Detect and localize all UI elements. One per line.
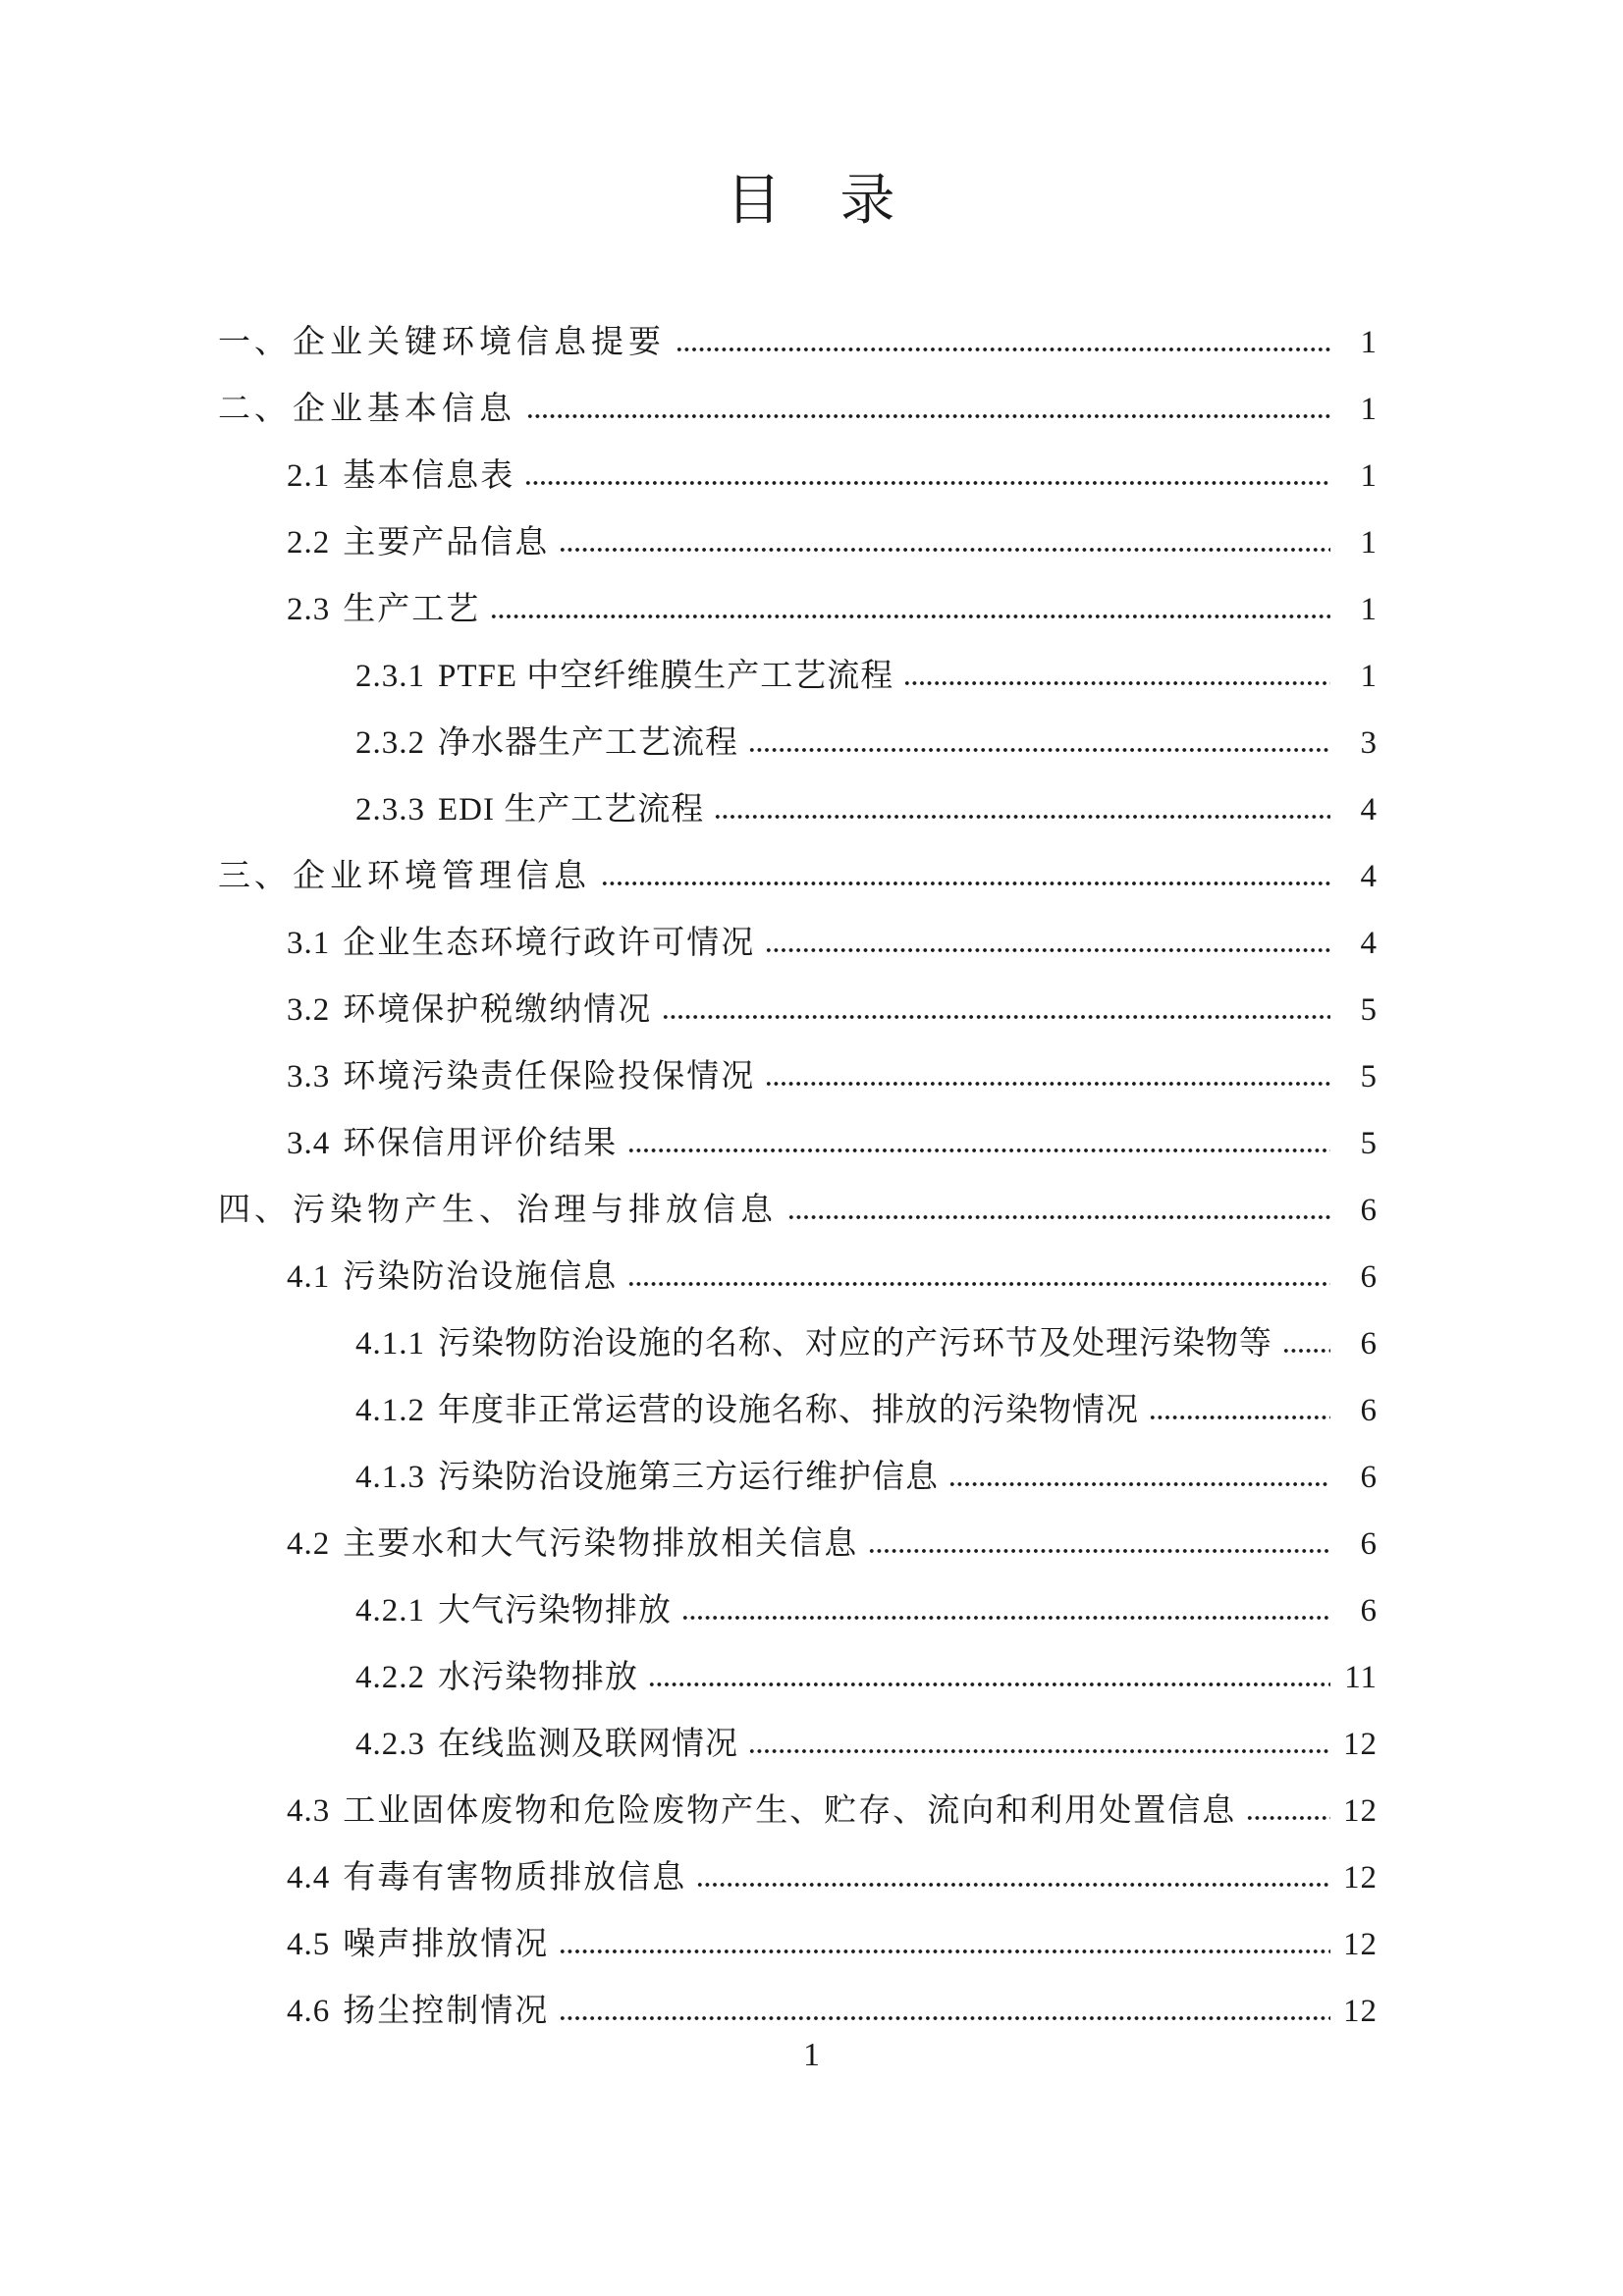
toc-entry-page: 6 — [1360, 1526, 1378, 1562]
toc-entry-label: 污染防治设施信息 — [343, 1259, 619, 1295]
dot-leader — [948, 1442, 1330, 1487]
dot-leader — [601, 841, 1330, 886]
toc-entry — [0, 1509, 1623, 1575]
toc-entry-page: 4 — [1360, 859, 1378, 894]
toc-entry-number: 2.3.3 — [355, 792, 425, 828]
toc-entry — [0, 1041, 1623, 1108]
toc-entry — [0, 1642, 1623, 1709]
toc-entry — [0, 1175, 1623, 1242]
toc-entry-label: 企业环境管理信息 — [293, 859, 591, 894]
toc-entry — [0, 574, 1623, 641]
toc-entry-label: 污染防治设施第三方运行维护信息 — [438, 1460, 939, 1495]
toc-entry-label: 企业生态环境行政许可情况 — [343, 926, 756, 961]
toc-entry-number: 2.1 — [287, 458, 331, 494]
toc-entry-label: 主要产品信息 — [343, 525, 550, 561]
toc-entry-label: 净水器生产工艺流程 — [438, 725, 738, 761]
toc-entry-label: 主要水和大气污染物排放相关信息 — [343, 1526, 859, 1562]
toc-entry-page: 6 — [1360, 1460, 1378, 1495]
toc-entry-number: 3.4 — [287, 1126, 331, 1161]
dot-leader — [490, 574, 1330, 619]
toc-entry-label: 大气污染物排放 — [438, 1593, 672, 1629]
dot-leader — [787, 1175, 1330, 1220]
dot-leader — [903, 641, 1330, 686]
toc-entry — [0, 1242, 1623, 1308]
toc-entry-number: 4.1.2 — [355, 1393, 425, 1428]
dot-leader — [662, 975, 1330, 1020]
toc-entry-label: 基本信息表 — [343, 458, 515, 494]
toc-entry-page: 1 — [1360, 325, 1378, 360]
toc-entry — [0, 908, 1623, 975]
toc-entry-page: 1 — [1360, 525, 1378, 561]
toc-entry-page: 5 — [1360, 1126, 1378, 1161]
toc-entry-label: 在线监测及联网情况 — [438, 1727, 738, 1762]
toc-entry-number: 4.1 — [287, 1259, 331, 1295]
toc-entry-page: 3 — [1360, 725, 1378, 761]
toc-entry-number: 4.4 — [287, 1860, 331, 1896]
page-title: 目 录 — [726, 171, 897, 232]
toc-entry-page: 4 — [1360, 792, 1378, 828]
toc-entry-label: 环境污染责任保险投保情况 — [343, 1059, 756, 1095]
toc-entry-number: 3.1 — [287, 926, 331, 961]
toc-entry — [0, 374, 1623, 441]
toc-entry-page: 4 — [1360, 926, 1378, 961]
toc-entry-number: 4.1.3 — [355, 1460, 425, 1495]
toc-entry — [0, 1108, 1623, 1175]
dot-leader — [1149, 1375, 1330, 1420]
toc-entry-number: 3.2 — [287, 992, 331, 1028]
toc-entry-number: 2.3.2 — [355, 725, 425, 761]
toc-entry — [0, 841, 1623, 908]
toc-entry-page: 1 — [1360, 592, 1378, 627]
toc-entry-number: 2.2 — [287, 525, 331, 561]
dot-leader — [868, 1509, 1330, 1554]
toc-entry-page: 6 — [1360, 1193, 1378, 1228]
dot-leader — [696, 1842, 1330, 1888]
toc-entry — [0, 641, 1623, 708]
toc-entry-number: 4.6 — [287, 1994, 331, 2029]
toc-entry-label: 工业固体废物和危险废物产生、贮存、流向和利用处置信息 — [343, 1793, 1237, 1829]
toc-entry-page: 12 — [1343, 1994, 1378, 2029]
toc-entry-label: PTFE 中空纤维膜生产工艺流程 — [438, 659, 894, 694]
toc-entry — [0, 774, 1623, 841]
toc-entry — [0, 975, 1623, 1041]
toc-entry-number: 4.2.1 — [355, 1593, 425, 1629]
toc-entry-page: 1 — [1360, 458, 1378, 494]
toc-entry-label: 噪声排放情况 — [343, 1927, 550, 1962]
toc-entry — [0, 1909, 1623, 1976]
dot-leader — [1246, 1776, 1330, 1821]
toc-entry-number: 一、 — [218, 325, 291, 360]
dot-leader — [681, 1575, 1330, 1621]
toc-entry — [0, 1709, 1623, 1776]
toc-entry-number: 2.3.1 — [355, 659, 425, 694]
toc-entry — [0, 507, 1623, 574]
toc-entry-label: 水污染物排放 — [438, 1660, 638, 1695]
toc-entry-label: 企业关键环境信息提要 — [293, 325, 666, 360]
toc-entry — [0, 708, 1623, 774]
toc-entry — [0, 1375, 1623, 1442]
toc-entry-label: 企业基本信息 — [293, 392, 516, 427]
toc-entry — [0, 1842, 1623, 1909]
toc-entry — [0, 1776, 1623, 1842]
toc-entry-number: 4.5 — [287, 1927, 331, 1962]
toc-entry — [0, 1308, 1623, 1375]
dot-leader — [765, 908, 1330, 953]
dot-leader — [559, 1909, 1330, 1954]
toc-entry-page: 1 — [1360, 392, 1378, 427]
dot-leader — [748, 1709, 1330, 1754]
toc-entry-page: 6 — [1360, 1326, 1378, 1362]
dot-leader — [627, 1108, 1330, 1153]
toc-entry-page: 12 — [1343, 1793, 1378, 1829]
toc-entry — [0, 307, 1623, 374]
toc-entry — [0, 441, 1623, 507]
toc-entry-number: 四、 — [218, 1193, 291, 1228]
toc-entry-page: 6 — [1360, 1259, 1378, 1295]
toc-entry-label: 生产工艺 — [343, 592, 481, 627]
toc-entry-label: 环保信用评价结果 — [343, 1126, 619, 1161]
toc-entry — [0, 1976, 1623, 2043]
dot-leader — [714, 774, 1330, 820]
toc-entry-page: 12 — [1343, 1927, 1378, 1962]
dot-leader — [524, 441, 1330, 486]
toc-entry-page: 6 — [1360, 1393, 1378, 1428]
toc-entry-label: 有毒有害物质排放信息 — [343, 1860, 687, 1896]
toc-entry-label: 扬尘控制情况 — [343, 1994, 550, 2029]
toc-entry-page: 12 — [1343, 1860, 1378, 1896]
dot-leader — [748, 708, 1330, 753]
toc-entry — [0, 1442, 1623, 1509]
toc-entry-page: 12 — [1343, 1727, 1378, 1762]
toc-entry-label: 年度非正常运营的设施名称、排放的污染物情况 — [438, 1393, 1139, 1428]
dot-leader — [648, 1642, 1330, 1687]
toc-entry-page: 11 — [1344, 1660, 1378, 1695]
toc-entry-page: 5 — [1360, 992, 1378, 1028]
dot-leader — [559, 1976, 1330, 2021]
dot-leader — [559, 507, 1330, 553]
toc-entry-label: 污染物防治设施的名称、对应的产污环节及处理污染物等 — [438, 1326, 1272, 1362]
dot-leader — [1282, 1308, 1330, 1354]
toc-entry-label: 环境保护税缴纳情况 — [343, 992, 653, 1028]
page-footer-number: 1 — [803, 2037, 820, 2073]
toc-entry-number: 三、 — [218, 859, 291, 894]
dot-leader — [627, 1242, 1330, 1287]
toc-entry-number: 4.2.2 — [355, 1660, 425, 1695]
dot-leader — [526, 374, 1330, 419]
dot-leader — [765, 1041, 1330, 1087]
dot-leader — [676, 307, 1330, 352]
toc-list — [0, 307, 1623, 2043]
toc-entry-number: 2.3 — [287, 592, 331, 627]
toc-entry-page: 6 — [1360, 1593, 1378, 1629]
toc-entry-page: 5 — [1360, 1059, 1378, 1095]
toc-entry-label: EDI 生产工艺流程 — [438, 792, 705, 828]
toc-entry-label: 污染物产生、治理与排放信息 — [293, 1193, 778, 1228]
toc-entry-number: 4.2.3 — [355, 1727, 425, 1762]
toc-entry-number: 二、 — [218, 392, 291, 427]
toc-entry-page: 1 — [1360, 659, 1378, 694]
toc-entry-number: 4.1.1 — [355, 1326, 425, 1362]
toc-entry-number: 4.3 — [287, 1793, 331, 1829]
toc-entry-number: 4.2 — [287, 1526, 331, 1562]
toc-entry — [0, 1575, 1623, 1642]
toc-entry-number: 3.3 — [287, 1059, 331, 1095]
